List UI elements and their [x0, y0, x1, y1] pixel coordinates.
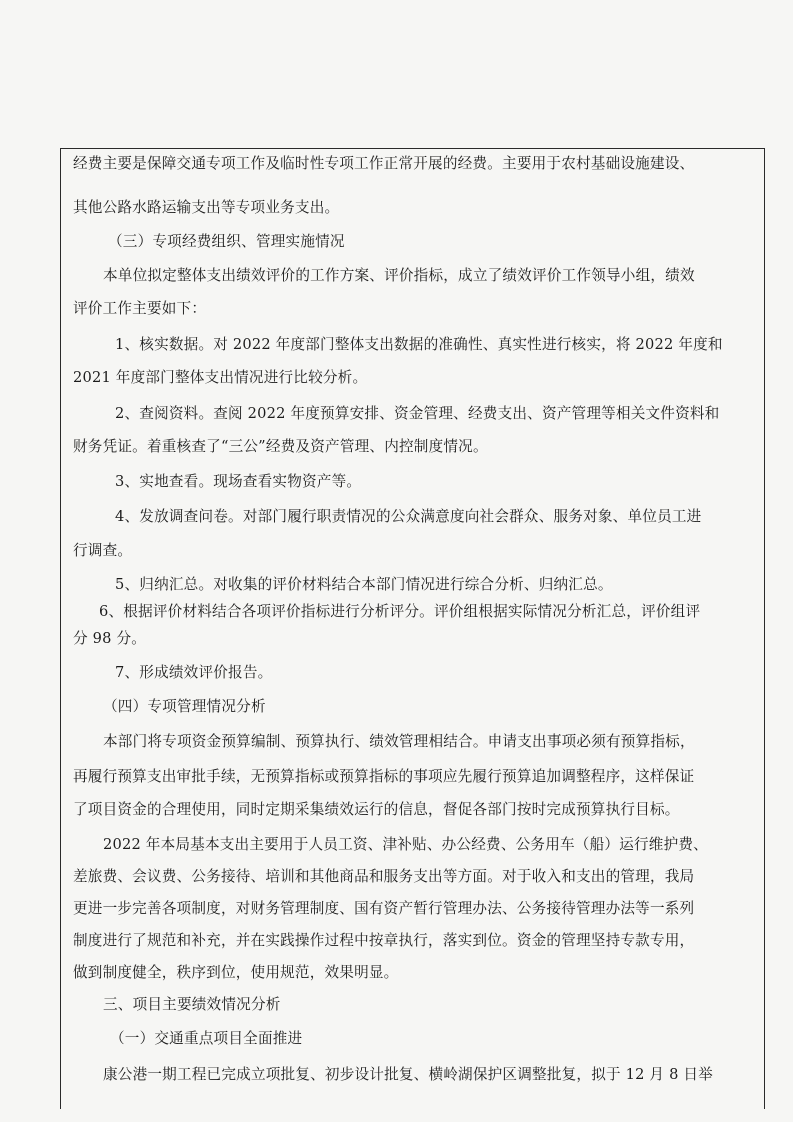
paragraph-line-24: 制度进行了规范和补充，并在实践操作过程中按章执行，落实到位。资金的管理坚持专款专用，	[73, 932, 695, 949]
list-item-4-line-b: 行调查。	[73, 542, 133, 559]
list-item-1-line-b: 2021 年度部门整体支出情况进行比较分析。	[73, 369, 368, 386]
list-item-2-line-b: 财务凭证。着重核查了“三公”经费及资产管理、内控制度情况。	[73, 438, 488, 455]
paragraph-line-1: 经费主要是保障交通专项工作及临时性专项工作正常开展的经费。主要用于农村基础设施建设、	[73, 155, 695, 172]
section-heading-1: （一）交通重点项目全面推进	[110, 1030, 303, 1047]
paragraph-line-18: 本部门将专项资金预算编制、预算执行、绩效管理相结合。申请支出事项必须有预算指标，	[103, 733, 695, 750]
list-item-6-line-b: 分 98 分。	[73, 630, 147, 647]
paragraph-line-25: 做到制度健全，秩序到位，使用规范，效果明显。	[73, 964, 399, 981]
list-item-3: 3、实地查看。现场查看实物资产等。	[115, 473, 362, 490]
paragraph-line-28: 康公港一期工程已完成立项批复、初步设计批复、横岭湖保护区调整批复，拟于 12 月 8 日举	[103, 1066, 713, 1083]
paragraph-line-4: 本单位拟定整体支出绩效评价的工作方案、评价指标，成立了绩效评价工作领导小组，绩效	[103, 267, 695, 284]
list-item-1-line-a: 1、核实数据。对 2022 年度部门整体支出数据的准确性、真实性进行核实，将 2022 年度和	[115, 336, 723, 353]
list-item-6-line-a: 6、根据评价材料结合各项评价指标进行分析评分。评价组根据实际情况分析汇总，评价组评	[99, 603, 701, 620]
paragraph-line-19: 再履行预算支出审批手续，无预算指标或预算指标的事项应先履行预算追加调整程序，这样保证	[73, 768, 695, 785]
paragraph-line-5: 评价工作主要如下：	[73, 300, 207, 317]
paragraph-line-23: 更进一步完善各项制度，对财务管理制度、国有资产暂行管理办法、公务接待管理办法等一系列	[73, 900, 695, 917]
list-item-7: 7、形成绩效评价报告。	[115, 664, 273, 681]
list-item-5: 5、归纳汇总。对收集的评价材料结合本部门情况进行综合分析、归纳汇总。	[115, 576, 613, 593]
list-item-4-line-a: 4、发放调查问卷。对部门履行职责情况的公众满意度向社会群众、服务对象、单位员工进	[115, 508, 702, 525]
chapter-heading-3: 三、项目主要绩效情况分析	[103, 996, 281, 1013]
paragraph-line-2: 其他公路水路运输支出等专项业务支出。	[73, 199, 340, 216]
paragraph-line-21: 2022 年本局基本支出主要用于人员工资、津补贴、办公经费、公务用车（船）运行维护费、	[103, 836, 708, 853]
list-item-2-line-a: 2、查阅资料。查阅 2022 年度预算安排、资金管理、经费支出、资产管理等相关文件资料和	[115, 405, 720, 422]
paragraph-line-22: 差旅费、会议费、公务接待、培训和其他商品和服务支出等方面。对于收入和支出的管理，我局	[73, 868, 695, 885]
section-heading-3: （三）专项经费组织、管理实施情况	[108, 233, 345, 250]
section-heading-4: （四）专项管理情况分析	[103, 698, 266, 715]
paragraph-line-20: 了项目资金的合理使用，同时定期采集绩效运行的信息，督促各部门按时完成预算执行目标。	[73, 801, 680, 818]
